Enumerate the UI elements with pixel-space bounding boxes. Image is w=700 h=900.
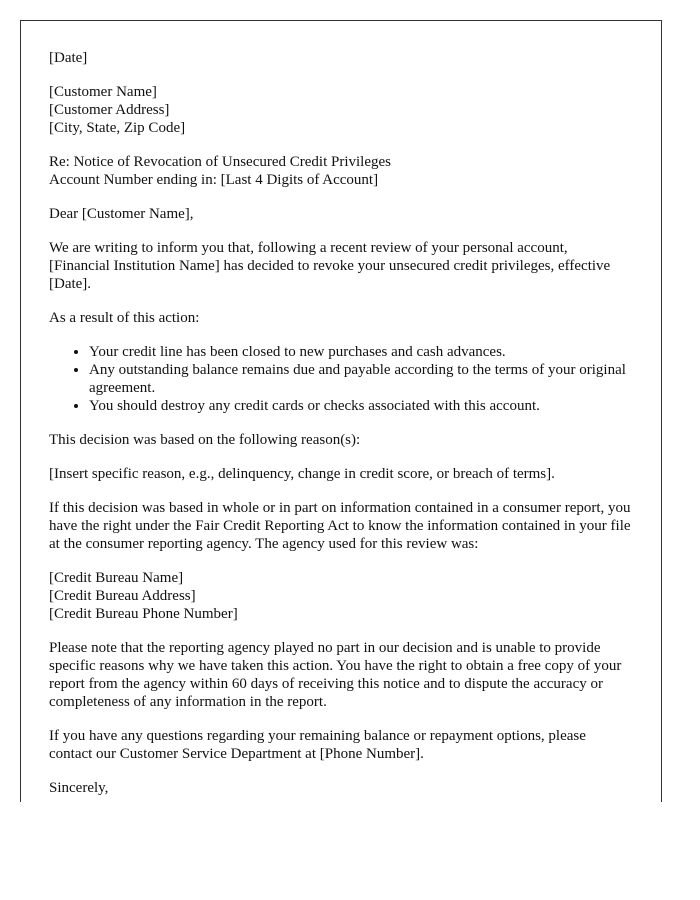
result-heading: As a result of this action: xyxy=(49,310,200,326)
closing: Sincerely, xyxy=(49,780,109,796)
letter-date: [Date] xyxy=(49,50,88,66)
bureau-address: [Credit Bureau Address] xyxy=(49,588,196,604)
intro-paragraph: We are writing to inform you that, following a recent review of your personal account, [Financial Institution Name] has decided to revoke your unsecured credit privileges, effective [Date]. xyxy=(49,240,611,292)
fcra-paragraph: If this decision was based in whole or in part on information contained in a consumer report, you have the right under the Fair Credit Reporting Act to know the information contained in your file at the consumer reporting agency. The agency used for this review was: xyxy=(49,500,631,552)
salutation: Dear [Customer Name], xyxy=(49,206,194,222)
reason-paragraph: [Insert specific reason, e.g., delinquency, change in credit score, or breach of terms]. xyxy=(49,466,555,482)
document-viewport xyxy=(20,20,662,802)
bureau-phone: [Credit Bureau Phone Number] xyxy=(49,606,238,622)
subject-line: Re: Notice of Revocation of Unsecured Credit Privileges xyxy=(49,154,391,170)
letter-page xyxy=(20,20,662,802)
notice-paragraph: Please note that the reporting agency played no part in our decision and is unable to provide specific reasons why we have taken this action. You have the right to obtain a free copy of your report from the agency within 60 days of receiving this notice and to dispute the accuracy or completeness of any information in the report. xyxy=(49,640,622,710)
list-item: • You should destroy any credit cards or checks associated with this account. xyxy=(89,397,631,415)
list-item: • Your credit line has been closed to new purchases and cash advances. xyxy=(89,343,631,361)
reason-heading: This decision was based on the following reason(s): xyxy=(49,432,361,448)
customer-address: [Customer Address] xyxy=(49,102,170,118)
credit-bureau-block xyxy=(49,569,631,623)
customer-city-state-zip: [City, State, Zip Code] xyxy=(49,120,186,136)
bureau-name: [Credit Bureau Name] xyxy=(49,570,184,586)
result-list xyxy=(49,343,631,415)
contact-paragraph: If you have any questions regarding your remaining balance or repayment options, please contact our Customer Service Department at [Phone Number]. xyxy=(49,728,586,762)
recipient-address xyxy=(49,83,631,137)
subject-block xyxy=(49,153,631,189)
customer-name: [Customer Name] xyxy=(49,84,157,100)
list-item: • Any outstanding balance remains due and payable according to the terms of your original agreement. xyxy=(89,361,631,397)
account-number-line: Account Number ending in: [Last 4 Digits of Account] xyxy=(49,172,379,188)
